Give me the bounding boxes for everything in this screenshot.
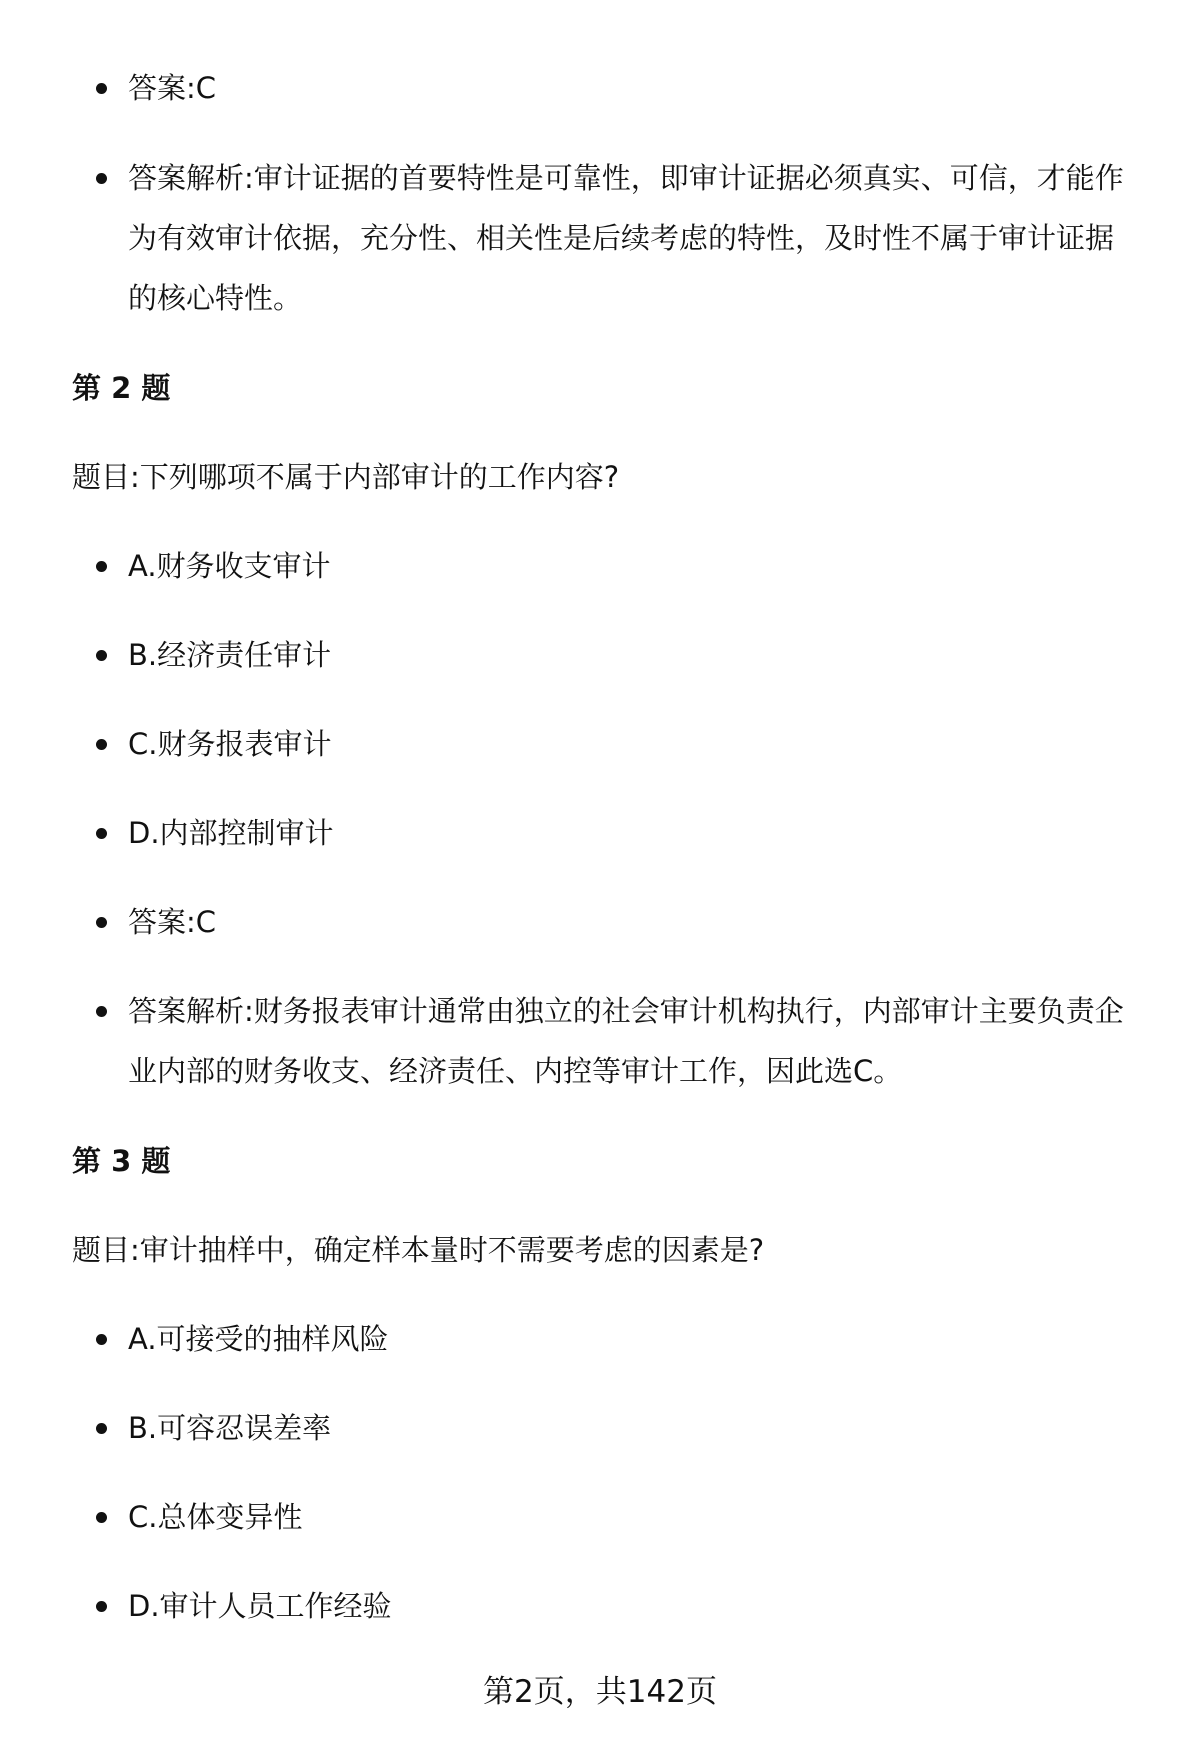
q2-question: 题目:下列哪项不属于内部审计的工作内容? — [72, 460, 620, 494]
q2-option-d: D.内部控制审计 — [128, 816, 334, 850]
q3-option-d: D.审计人员工作经验 — [128, 1589, 392, 1623]
q2-explanation-line: 业内部的财务收支、经济责任、内控等审计工作，因此选C。 — [128, 1054, 903, 1088]
q1-explanation-line: 为有效审计依据，充分性、相关性是后续考虑的特性，及时性不属于审计证据 — [128, 221, 1115, 255]
q1-explanation-line: 答案解析:审计证据的首要特性是可靠性，即审计证据必须真实、可信，才能作 — [128, 161, 1124, 195]
bullet-icon — [96, 1423, 107, 1434]
bullet-icon — [96, 1006, 107, 1017]
bullet-icon — [96, 1334, 107, 1345]
q2-option-b: B.经济责任审计 — [128, 638, 332, 672]
q3-heading: 第 3 题 — [72, 1144, 171, 1178]
q2-option-a: A.财务收支审计 — [128, 549, 331, 583]
q3-option-c: C.总体变异性 — [128, 1500, 303, 1534]
bullet-icon — [96, 83, 107, 94]
bullet-icon — [96, 917, 107, 928]
q3-question: 题目:审计抽样中，确定样本量时不需要考虑的因素是? — [72, 1233, 765, 1267]
q2-explanation-line: 答案解析:财务报表审计通常由独立的社会审计机构执行，内部审计主要负责企 — [128, 994, 1124, 1028]
bullet-icon — [96, 739, 107, 750]
bullet-icon — [96, 1601, 107, 1612]
q2-answer: 答案:C — [128, 905, 217, 939]
q3-option-b: B.可容忍误差率 — [128, 1411, 332, 1445]
bullet-icon — [96, 1512, 107, 1523]
q3-option-a: A.可接受的抽样风险 — [128, 1322, 389, 1356]
bullet-icon — [96, 173, 107, 184]
page-number-footer: 第2页，共142页 — [483, 1674, 717, 1710]
q2-heading: 第 2 题 — [72, 371, 171, 405]
q2-option-c: C.财务报表审计 — [128, 727, 332, 761]
q1-explanation-line: 的核心特性。 — [128, 281, 303, 315]
q1-answer: 答案:C — [128, 71, 217, 105]
bullet-icon — [96, 650, 107, 661]
bullet-icon — [96, 561, 107, 572]
bullet-icon — [96, 828, 107, 839]
